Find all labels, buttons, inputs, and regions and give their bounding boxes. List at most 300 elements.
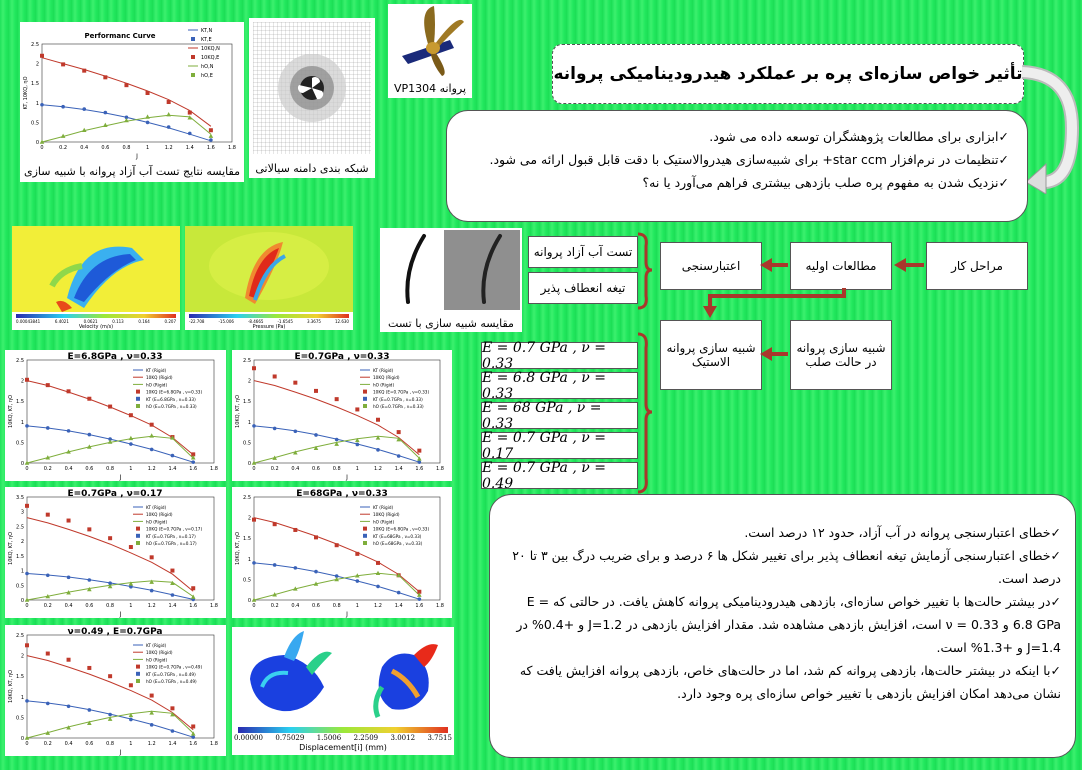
x-tick-label: 1.6 [415,466,424,472]
data-point [61,62,65,66]
y-tick-label: 1 [20,419,24,426]
x-axis-label: J [119,611,122,618]
x-tick-label: 1.6 [189,603,198,609]
blade-comparison-card [380,228,522,332]
flow-validation: اعتبارسنجی [660,242,762,290]
flow-arrows [636,230,936,390]
data-point [124,83,128,87]
data-point [61,105,65,109]
poster-title: تأثیر خواص سازه‌ای پره بر عملکرد هیدرودینامیکی پروانه [552,44,1024,104]
x-tick-label: 1.2 [374,466,382,472]
propeller-caption: پروانه VP1304 [393,82,467,95]
data-point [252,424,256,428]
data-point [418,597,422,601]
chart-nu049 [5,625,226,756]
y-tick-label: 0 [20,461,24,467]
displacement-card [232,627,454,755]
data-point [146,121,150,125]
data-point [167,125,171,129]
legend-swatch [363,534,367,538]
x-tick-label: 0.4 [64,741,73,747]
legend-label: KT (E=6.8GPa , ν=0.33) [146,396,196,402]
legend-label: hO (E=0.7GPa , ν=0.49) [146,679,197,684]
data-point [252,366,256,370]
data-point [82,69,86,73]
legend-label: KT,E [201,37,212,43]
legend-label: 10KQ (Rigid) [373,375,400,381]
y-tick-label: 0.5 [16,715,24,722]
data-point [273,374,277,378]
x-tick-label: 0.2 [59,145,68,151]
y-tick-label: 0 [247,598,251,604]
legend-label: KT (E=68GPa , ν=0.33) [373,533,422,539]
x-tick-label: 1 [355,466,359,472]
y-tick-label: 0.5 [243,577,251,584]
result-bullet: ✓در بیشتر حالت‌ها با تغییر خواص سازه‌ای، بازدهی هیدرودینامیکی پروانه کاهش یافت. در حالتی که E = 6.8 GPa و ν = 0.33 است، افزایش بازدهی مشاهده شد. مقدار افزایش بازدهی در J=1.2 و +0.4% در J=1.4 و +1.3% است. [516,594,1061,655]
data-point [191,460,195,464]
x-tick-label: 0.8 [106,466,115,472]
data-point [314,570,318,574]
data-point [25,504,29,508]
case-equation: E = 68 GPa , ν = 0.33 [481,402,638,429]
data-point [46,383,50,387]
data-point [171,729,175,733]
y-tick-label: 1.5 [16,399,24,406]
legend-label: 10KQ (E=6.8GPa , ν=0.33) [373,526,430,532]
data-point [25,572,29,576]
x-tick-label: 1.6 [189,466,198,472]
data-point [376,448,380,452]
data-point [273,563,277,567]
y-tick-label: 2 [35,61,39,68]
chart-title: E=0.7GPa , ν=0.17 [67,489,163,499]
data-point [209,138,213,142]
chart-title: E=0.7GPa , ν=0.33 [294,352,390,362]
flow-elastic: شبیه سازی پروانه الاستیک [660,320,762,390]
y-axis-label: KT, 10KQ, ηO [23,76,29,110]
x-tick-label: 1.2 [374,603,382,609]
chart-title: E=6.8GPa , ν=0.33 [67,352,163,362]
x-tick-label: 0.8 [106,741,115,747]
data-point [355,552,359,556]
data-point [129,442,133,446]
y-tick-label: 1 [247,419,251,426]
x-tick-label: 0 [25,466,29,472]
legend-label: KT (E=0.7GPa , ν=0.33) [373,396,423,402]
x-tick-label: 0.4 [291,466,300,472]
legend-label: hO (Rigid) [146,382,168,388]
x-tick-label: 1.8 [210,603,218,609]
y-tick-label: 2 [247,515,251,522]
x-tick-label: 1.2 [164,145,173,151]
case-equation: E = 0.7 GPa , ν = 0.33 [481,342,638,369]
data-point [108,405,112,409]
data-point [171,454,175,458]
data-point [129,545,133,549]
data-point [88,433,92,437]
intro-panel [446,110,1028,222]
case-equation: E = 6.8 GPa , ν = 0.33 [481,372,638,399]
legend-label: KT (Rigid) [146,368,167,373]
data-point [108,713,112,717]
y-axis-label: 10KQ, KT, ηO [8,670,14,703]
mesh-image [249,18,375,158]
y-tick-label: 0.5 [31,120,39,127]
y-tick-label: 2 [247,378,251,385]
x-tick-label: 1.8 [436,603,444,609]
y-tick-label: 0 [20,736,24,742]
velocity-label: Velocity (m/s) [78,324,114,330]
legend-swatch [136,672,140,676]
data-point [87,666,91,670]
legend-label: 10KQ,N [201,46,220,52]
y-tick-label: 3.5 [16,495,24,501]
legend-label: KT (E=0.7GPa , ν=0.17) [146,533,196,539]
data-point [376,585,380,589]
chart-title: ν=0.49 , E=0.7GPa [67,627,163,637]
legend-label: hO,N [201,64,214,70]
data-point [418,460,422,464]
x-tick-label: 1 [129,466,133,472]
data-point [88,578,92,582]
x-tick-label: 1.8 [436,466,444,472]
chart-title: Performanc Curve [84,32,156,40]
data-point [150,723,154,727]
legend-swatch [136,527,140,531]
x-tick-label: 1.6 [415,603,424,609]
y-tick-label: 3 [20,509,24,516]
x-tick-label: 1.2 [147,603,156,609]
flow-initial: مطالعات اولیه [790,242,892,290]
y-tick-label: 0.5 [16,583,24,590]
result-bullet: ✓خطای اعتبارسنجی پروانه در آب آزاد، حدود ۱۲ درصد است. [744,525,1061,540]
data-point [88,708,92,712]
legend-label: KT (Rigid) [146,505,167,510]
legend-label: 10KQ (E=0.7GPa , ν=0.33) [373,389,430,395]
data-point [25,424,29,428]
data-point [314,535,318,539]
mesh-card [249,18,375,178]
propeller-image [388,4,472,78]
x-tick-label: 0.8 [332,603,341,609]
pressure-contour-card [185,226,353,330]
x-tick-label: 1 [145,145,150,151]
legend-label: KT,N [201,28,213,34]
y-tick-label: 1 [20,694,24,701]
displacement-label: Displacement[i] (mm) [299,743,387,752]
data-point [145,114,150,118]
data-point [108,536,112,540]
pressure-label: Pressure (Pa) [252,324,286,330]
data-point [188,132,192,136]
flow-item-freewater: تست آب آزاد پروانه [528,236,638,268]
data-point [150,423,154,427]
data-point [294,429,298,433]
data-point [25,378,29,382]
curved-arrow-icon [1020,64,1082,194]
y-tick-label: 1 [247,556,251,563]
x-axis-label: J [119,474,122,481]
chart-e68gpa [232,487,452,618]
data-point [187,115,192,119]
data-point [170,569,174,573]
x-tick-label: 0.4 [64,603,73,609]
data-point [25,699,29,703]
result-bullet: ✓خطای اعتبارسنجی آزمایش تیغه انعطاف پذیر برای تغییر شکل ها ۶ درصد و برای ضریب درگ بین ۳ تا ۲۰ درصد است. [512,548,1061,586]
y-tick-label: 2.5 [16,633,24,639]
data-point [146,91,150,95]
y-tick-label: 2 [20,653,24,660]
case-equation: E = 0.7 GPa , ν = 0.17 [481,432,638,459]
x-tick-label: 1.4 [168,466,177,472]
performance-chart-card [20,22,244,182]
legend-label: hO (E=68GPa , ν=0.33) [373,541,423,546]
y-tick-label: 2.5 [16,524,24,531]
legend-label: 10KQ (Rigid) [373,512,400,518]
data-point [67,658,71,662]
data-point [397,454,401,458]
x-tick-label: 0.6 [85,603,94,609]
x-tick-label: 0.4 [291,603,300,609]
x-tick-label: 0.6 [101,145,110,151]
data-point [149,580,154,584]
y-axis-label: 10KQ, KT, ηO [8,532,14,565]
data-point [252,561,256,565]
data-point [376,561,380,565]
flow-item-flexblade: تیغه انعطاف پذیر [528,272,638,304]
y-axis-label: 10KQ, KT, ηO [235,532,241,565]
y-tick-label: 0 [247,461,251,467]
legend-label: 10KQ (E=6.8GPa , ν=0.33) [146,389,203,395]
legend-label: hO (E=0.7GPa , ν=0.33) [373,404,424,409]
data-point [149,433,154,437]
x-tick-label: 1.4 [394,466,403,472]
data-point [252,518,256,522]
data-point [108,674,112,678]
data-point [171,593,175,597]
case-equation: E = 0.7 GPa , ν = 0.49 [481,462,638,489]
propeller-card [388,4,472,98]
legend-swatch [363,404,367,408]
x-tick-label: 1.8 [210,741,218,747]
x-tick-label: 1 [129,603,133,609]
y-tick-label: 2 [20,378,24,385]
data-point [293,381,297,385]
legend-swatch [363,527,367,531]
data-point [150,589,154,593]
velocity-contour-card [12,226,180,330]
intro-bullet: ✓تنظیمات در نرم‌افزار star ccm+ برای شبیه‌سازی هیدروالاستیک با دقت قابل قبول ارائه می شود. [489,152,1009,167]
x-tick-label: 0.6 [312,603,320,609]
legend-swatch [363,397,367,401]
data-point [129,436,134,440]
data-point [46,573,50,577]
pressure-ticks: -22.708 -15.006 -8.4665 -1.6545 3.3675 12.630 [189,319,349,324]
x-tick-label: 1 [129,741,133,747]
flow-rigid: شبیه سازی پروانه در حالت صلب [790,320,892,390]
legend-label: hO (E=0.7GPa , ν=0.33) [146,404,197,409]
data-point [335,397,339,401]
data-point [335,543,339,547]
performance-chart [20,22,244,160]
legend-swatch [191,73,195,77]
data-point [314,433,318,437]
y-tick-label: 0 [20,598,24,604]
data-point [46,426,50,430]
intro-bullet: ✓ابزاری برای مطالعات پژوهشگران توسعه داده می شود. [709,129,1009,144]
data-point [376,418,380,422]
legend-label: hO (Rigid) [146,657,168,663]
chart-title: E=68GPa , ν=0.33 [296,489,388,499]
data-point [67,576,71,580]
data-point [294,566,298,570]
x-tick-label: 0.8 [106,603,115,609]
data-point [67,389,71,393]
x-tick-label: 1.4 [185,145,194,151]
x-tick-label: 0 [252,466,256,472]
legend-swatch [191,55,195,59]
data-point [67,519,71,523]
x-tick-label: 0.4 [80,145,89,151]
data-point [191,724,195,728]
data-point [417,449,421,453]
x-tick-label: 1.6 [206,145,215,151]
x-tick-label: 0.2 [43,603,52,609]
data-point [124,118,129,122]
x-tick-label: 0 [25,741,29,747]
x-tick-label: 0.8 [332,466,341,472]
data-point [150,448,154,452]
x-tick-label: 0.4 [64,466,73,472]
intro-bullet: ✓نزدیک شدن به مفهوم پره صلب بازدهی بیشتری فراهم می‌آورد یا نه؟ [642,175,1009,190]
legend-label: 10KQ,E [201,55,220,61]
performance-caption: مقایسه نتایج تست آب آزاد پروانه با شبیه سازی [24,165,240,178]
mesh-caption: شبکه بندی دامنه سیالاتی [255,162,369,175]
legend-label: 10KQ (Rigid) [146,512,173,518]
data-point [209,128,213,132]
displacement-ticks: 0.00000 0.75029 1.5006 2.2509 3.0012 3.7515 [234,734,452,742]
data-point [397,430,401,434]
data-point [87,527,91,531]
data-point [166,112,171,116]
x-axis-label: J [346,474,348,481]
data-point [314,389,318,393]
y-tick-label: 2.5 [243,358,251,364]
y-tick-label: 0.5 [16,440,24,447]
data-point [273,427,277,431]
data-point [103,75,107,79]
legend-label: KT (E=0.7GPa , ν=0.49) [146,671,196,677]
data-point [167,100,171,104]
data-point [150,694,154,698]
x-tick-label: 0 [252,603,256,609]
legend-label: hO (Rigid) [373,519,395,525]
data-point [46,652,50,656]
data-point [104,111,108,115]
chart-e68 [5,350,226,481]
legend-label: hO (E=0.7GPa , ν=0.17) [146,541,197,546]
legend-label: KT (Rigid) [373,368,394,373]
data-point [356,579,360,583]
x-axis-label: J [136,153,138,160]
x-tick-label: 0 [25,603,29,609]
chart-nu017 [5,487,226,618]
data-point [129,718,133,722]
y-tick-label: 1.5 [16,553,24,560]
velocity-contour [12,226,180,330]
x-axis-label: J [119,749,122,756]
y-tick-label: 1.5 [243,536,251,543]
data-point [293,528,297,532]
flow-start: مراحل کار [926,242,1028,290]
x-tick-label: 0.6 [85,741,94,747]
displacement-colorbar [238,727,448,733]
legend-swatch [136,541,140,545]
legend-label: KT (Rigid) [146,643,167,648]
data-point [129,413,133,417]
legend-label: hO (Rigid) [146,519,168,525]
data-point [87,397,91,401]
x-tick-label: 0 [40,145,44,151]
x-tick-label: 1.4 [394,603,403,609]
legend-label: KT (Rigid) [373,505,394,510]
x-tick-label: 1.2 [147,741,156,747]
legend-swatch [191,37,195,41]
velocity-ticks: 0.00043841 6.4021 0.0621 0.113 0.164 0.207 [16,319,176,324]
data-point [46,702,50,706]
legend-label: 10KQ (E=0.7GPa , ν=0.17) [146,526,203,532]
x-tick-label: 0.2 [43,741,52,747]
data-point [191,735,195,739]
y-tick-label: 1.5 [31,81,39,88]
y-axis-label: 10KQ, KT, ηO [235,395,241,428]
data-point [103,123,108,127]
x-tick-label: 0.8 [122,145,131,151]
blade-images [380,228,522,312]
x-tick-label: 1 [355,603,359,609]
y-tick-label: 1.5 [16,674,24,681]
data-point [273,522,277,526]
x-tick-label: 1.4 [168,741,177,747]
legend-label: hO,E [201,73,213,79]
legend-swatch [363,390,367,394]
displacement-image [232,627,454,727]
legend-swatch [136,534,140,538]
data-point [40,54,44,58]
legend-swatch [136,404,140,408]
data-point [67,429,71,433]
legend-swatch [136,679,140,683]
data-point [40,103,44,107]
legend-swatch [136,665,140,669]
data-point [170,706,174,710]
data-point [355,407,359,411]
x-tick-label: 0.2 [43,466,52,472]
x-tick-label: 1.8 [210,466,218,472]
data-point [191,586,195,590]
result-bullet: ✓با اینکه در بیشتر حالت‌ها، بازدهی پروانه کم شد، اما در حالت‌های خاص، بازدهی پروانه افزایش یافت که نشان می‌دهد امکان افزایش بازدهی با تغییر خواص سازه‌ای پره وجود دارد. [519,663,1061,701]
x-tick-label: 0.2 [270,466,279,472]
results-panel [489,494,1076,758]
y-tick-label: 1 [20,568,24,575]
data-point [397,591,401,595]
blade-caption: مقایسه شبیه سازی با تست [388,317,514,330]
data-point [209,134,214,138]
pressure-contour [185,226,353,330]
x-tick-label: 0.6 [85,466,94,472]
data-point [46,513,50,517]
y-tick-label: 1.5 [243,399,251,406]
